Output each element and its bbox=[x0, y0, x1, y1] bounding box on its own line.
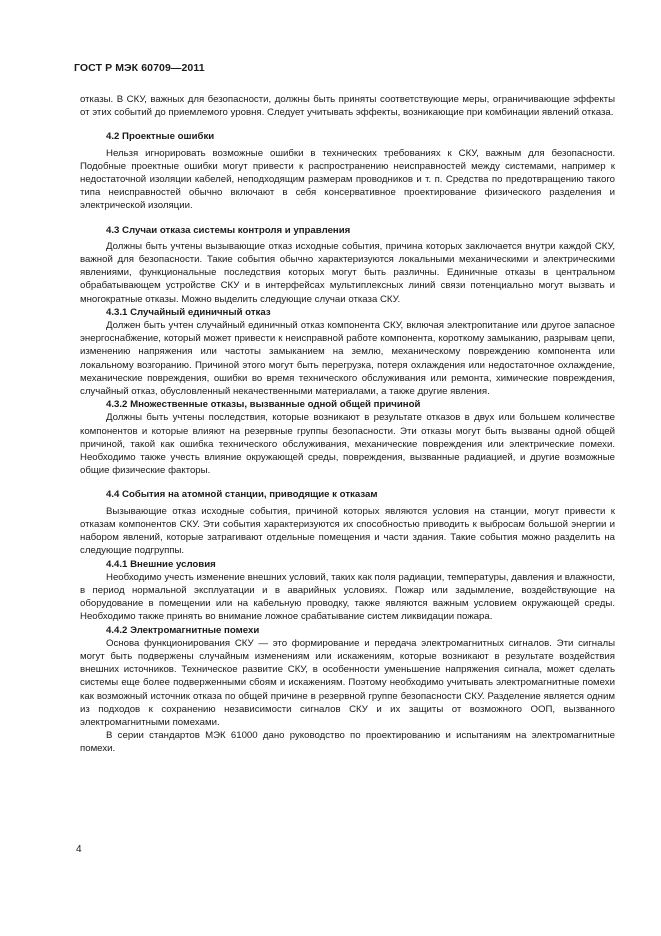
section-4-4-heading: 4.4 События на атомной станции, приводящие к отказам bbox=[106, 489, 378, 501]
document-header: ГОСТ Р МЭК 60709—2011 bbox=[74, 62, 205, 74]
section-4-4-2-paragraph-2: В серии стандартов МЭК 61000 дано руководство по проектированию и испытаниям на электромагнитные помехи. bbox=[80, 730, 615, 755]
section-4-3-1-heading: 4.3.1 Случайный единичный отказ bbox=[106, 306, 271, 318]
section-4-2-paragraph: Нельзя игнорировать возможные ошибки в технических требованиях к СКУ, важным для безопасности. Подобные проектные ошибки могут привести к распространению неисправностей между системами, например к недостаточной изоляции кабелей, неподходящим размерам проводников и т. п. Средства по предотвращению такого типа неисправностей обычно включают в себя консервативное проектирование физического разделения и электрической изоляции. bbox=[80, 147, 615, 212]
section-4-3-heading: 4.3 Случаи отказа системы контроля и управления bbox=[106, 224, 351, 236]
section-4-4-1-paragraph: Необходимо учесть изменение внешних условий, таких как поля радиации, температуры, давления и влажности, в период нормальной эксплуатации и в аварийных условиях. Пожар или задымление, воздействующие на оборудование в помещении или на кабельную проводку, также являются важным условием окружающей среды. Необходимо также принять во внимание ложное срабатывание систем ликвидации пожара. bbox=[80, 571, 615, 623]
section-4-4-1-heading: 4.4.1 Внешние условия bbox=[106, 558, 216, 570]
section-4-3-1-paragraph: Должен быть учтен случайный единичный отказ компонента СКУ, включая электропитание или другое запасное энергоснабжение, который может привести к неисправной работе компонента, короткому замыканию, разрывам цепи, изменению напряжения или частоты замыканием на землю, механическому повреждению компонента или локальному возгоранию. Причиной этого могут быть перегрузка, потеря охлаждения или недостаточное охлаждение, механические повреждения, ошибки во время технического обслуживания или ремонта, химические повреждения, случайный отказ, обусловленный некачественными материалами, а также другие явления. bbox=[80, 320, 615, 398]
section-4-2-heading: 4.2 Проектные ошибки bbox=[106, 131, 215, 143]
intro-paragraph: отказы. В СКУ, важных для безопасности, должны быть приняты соответствующие меры, ограничивающие эффекты от этих событий до приемлемого уровня. Следует учитывать эффекты, возникающие при комбинации явлений отказа. bbox=[80, 94, 615, 119]
section-4-3-paragraph: Должны быть учтены вызывающие отказ исходные события, причина которых заключается внутри каждой СКУ, важной для безопасности. Такие события обычно характеризуются локальными механическими и электрическими явлениями, функциональные последствия которых могут быть различны. Единичные отказы в центральном обрабатывающем устройстве СКУ и в интерфейсах мультиплексных линий связи потенциально могут вызвать и многократные отказы. Можно выделить следующие случаи отказа СКУ. bbox=[80, 240, 615, 305]
section-4-3-2-heading: 4.3.2 Множественные отказы, вызванные одной общей причиной bbox=[106, 399, 421, 411]
document-body bbox=[80, 93, 615, 756]
section-4-3-2-paragraph: Должны быть учтены последствия, которые возникают в результате отказов в двух или большем количестве компонентов и которые влияют на резервные группы безопасности. Эти отказы могут быть вызваны одной общей причиной, такой как ошибка технического обслуживания, механические повреждения или электрические помехи. Необходимо также учесть влияние окружающей среды, повреждения, вызванные радиацией, и другие возможные общие физические факторы. bbox=[80, 412, 615, 477]
section-4-4-2-heading: 4.4.2 Электромагнитные помехи bbox=[106, 624, 260, 636]
section-4-4-paragraph: Вызывающие отказ исходные события, причиной которых являются условия на станции, могут привести к отказам компонентов СКУ. Эти события характеризуются их способностью приводить к выбросам большой энергии и набором явлений, которые затрагивают отдельные помещения и части здания. Такие события можно разделить на следующие подгруппы. bbox=[80, 505, 615, 557]
section-4-4-2-paragraph-1: Основа функционирования СКУ — это формирование и передача электромагнитных сигналов. Эти сигналы могут быть подвержены случайным изменениям или искажениям, которые возникают в результате воздействия внешних источников. Техническое развитие СКУ, в особенности уменьшение напряжения сигнала, может сделать системы еще более подверженными сбоям и искажениям. Поэтому необходимо учитывать электромагнитные помехи как возможный источник отказа по общей причине в резервной группе безопасности СКУ. Разделение является одним из подходов к сохранению независимости сигналов СКУ и их защиты от возможного ООП, вызванного электромагнитными помехами. bbox=[80, 637, 615, 728]
page-number: 4 bbox=[76, 844, 82, 855]
